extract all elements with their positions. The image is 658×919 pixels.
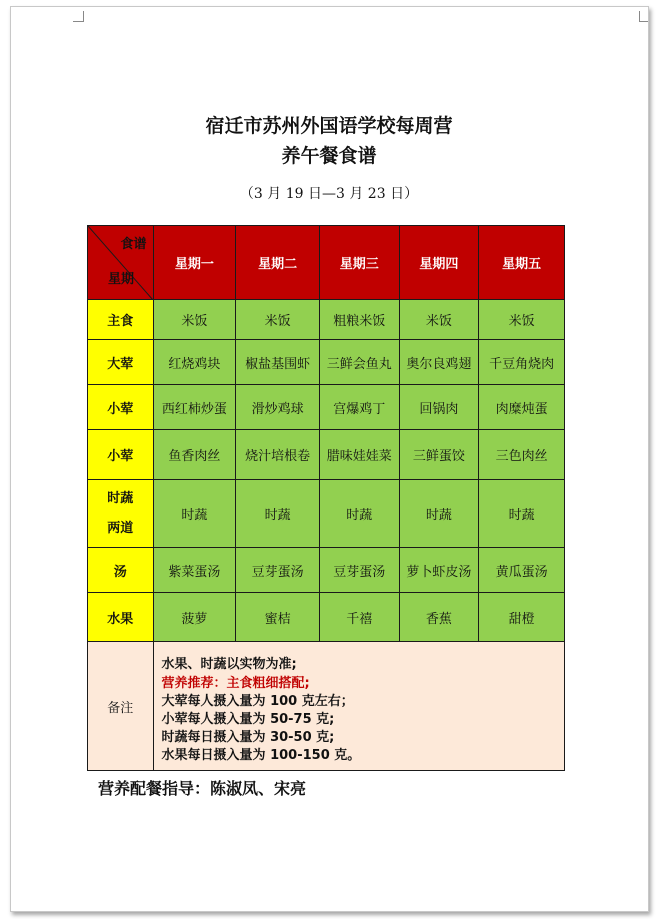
- menu-cell: 回锅肉: [399, 385, 479, 430]
- menu-cell: 米饭: [153, 300, 236, 340]
- menu-cell: 豆芽蛋汤: [319, 548, 399, 593]
- menu-cell: 肉糜炖蛋: [479, 385, 565, 430]
- row-label: [88, 480, 154, 548]
- menu-cell: 时蔬: [236, 480, 320, 548]
- row-label: 小荤: [88, 385, 154, 430]
- note-line: 水果、时蔬以实物为准;: [161, 657, 297, 673]
- menu-cell: 时蔬: [319, 480, 399, 548]
- day-header: 星期三: [319, 226, 399, 300]
- menu-cell: 黄瓜蛋汤: [479, 548, 565, 593]
- table-row: [88, 548, 565, 593]
- menu-cell: 西红柿炒蛋: [153, 385, 236, 430]
- menu-cell: 烧汁培根卷: [236, 430, 320, 480]
- menu-cell: 腊味娃娃菜: [319, 430, 399, 480]
- menu-cell: 鱼香肉丝: [153, 430, 236, 480]
- notes-cell: [153, 642, 564, 771]
- table-row: [88, 300, 565, 340]
- menu-cell: 米饭: [479, 300, 565, 340]
- notes-row: [88, 642, 565, 771]
- note-line-highlight: 营养推荐：主食粗细搭配;: [161, 675, 310, 691]
- menu-cell: 滑炒鸡球: [236, 385, 320, 430]
- menu-cell: 三色肉丝: [479, 430, 565, 480]
- menu-cell: 香蕉: [399, 593, 479, 642]
- day-header: 星期一: [153, 226, 236, 300]
- row-label-line: 时蔬: [107, 490, 134, 506]
- notes-label: 备注: [88, 642, 154, 771]
- menu-cell: 千禧: [319, 593, 399, 642]
- margin-corner-mark: [639, 11, 648, 22]
- menu-cell: 粗粮米饭: [319, 300, 399, 340]
- row-label: 主食: [88, 300, 154, 340]
- header-corner-cell: [88, 226, 154, 300]
- menu-cell: 椒盐基围虾: [236, 340, 320, 385]
- menu-cell: 千豆角烧肉: [479, 340, 565, 385]
- menu-table: [87, 225, 565, 771]
- menu-cell: 三鲜会鱼丸: [319, 340, 399, 385]
- row-label: 小荤: [88, 430, 154, 480]
- menu-cell: 菠萝: [153, 593, 236, 642]
- table-row: [88, 430, 565, 480]
- header-row: [88, 226, 565, 300]
- menu-cell: 奥尔良鸡翅: [399, 340, 479, 385]
- note-line: 时蔬每日摄入量为 30-50 克;: [161, 730, 335, 746]
- day-header: 星期五: [479, 226, 565, 300]
- menu-cell: 时蔬: [153, 480, 236, 548]
- menu-cell: 蜜桔: [236, 593, 320, 642]
- table-row: [88, 340, 565, 385]
- table-row: [88, 593, 565, 642]
- date-range: （3 月 19 日—3 月 23 日）: [239, 186, 419, 202]
- menu-cell: 三鲜蛋饺: [399, 430, 479, 480]
- menu-cell: 时蔬: [479, 480, 565, 548]
- day-header: 星期二: [236, 226, 320, 300]
- row-label-line: 两道: [107, 520, 134, 536]
- menu-cell: 时蔬: [399, 480, 479, 548]
- menu-cell: 萝卜虾皮汤: [399, 548, 479, 593]
- corner-label-recipe: 食谱: [120, 237, 147, 252]
- menu-cell: 宫爆鸡丁: [319, 385, 399, 430]
- note-line: 大荤每人摄入量为 100 克左右；: [161, 693, 354, 709]
- nutrition-guidance-footer: 营养配餐指导：陈淑凤、宋亮: [98, 779, 307, 798]
- margin-corner-mark: [73, 11, 84, 22]
- table-row: [88, 480, 565, 548]
- note-line: 小荤每人摄入量为 50-75 克;: [161, 712, 335, 727]
- menu-cell: 紫菜蛋汤: [153, 548, 236, 593]
- day-header: 星期四: [399, 226, 479, 300]
- menu-cell: 红烧鸡块: [153, 340, 236, 385]
- page-title-line2: 养午餐食谱: [281, 145, 377, 167]
- page-title-line1: 宿迁市苏州外国语学校每周营: [205, 115, 453, 137]
- row-label: 汤: [88, 548, 154, 593]
- menu-cell: 米饭: [399, 300, 479, 340]
- row-label: 水果: [88, 593, 154, 642]
- note-line: 水果每日摄入量为 100-150 克。: [161, 748, 361, 764]
- menu-cell: 甜橙: [479, 593, 565, 642]
- menu-cell: 米饭: [236, 300, 320, 340]
- corner-label-weekday: 星期: [108, 272, 135, 287]
- row-label: 大荤: [88, 340, 154, 385]
- menu-cell: 豆芽蛋汤: [236, 548, 320, 593]
- table-row: [88, 385, 565, 430]
